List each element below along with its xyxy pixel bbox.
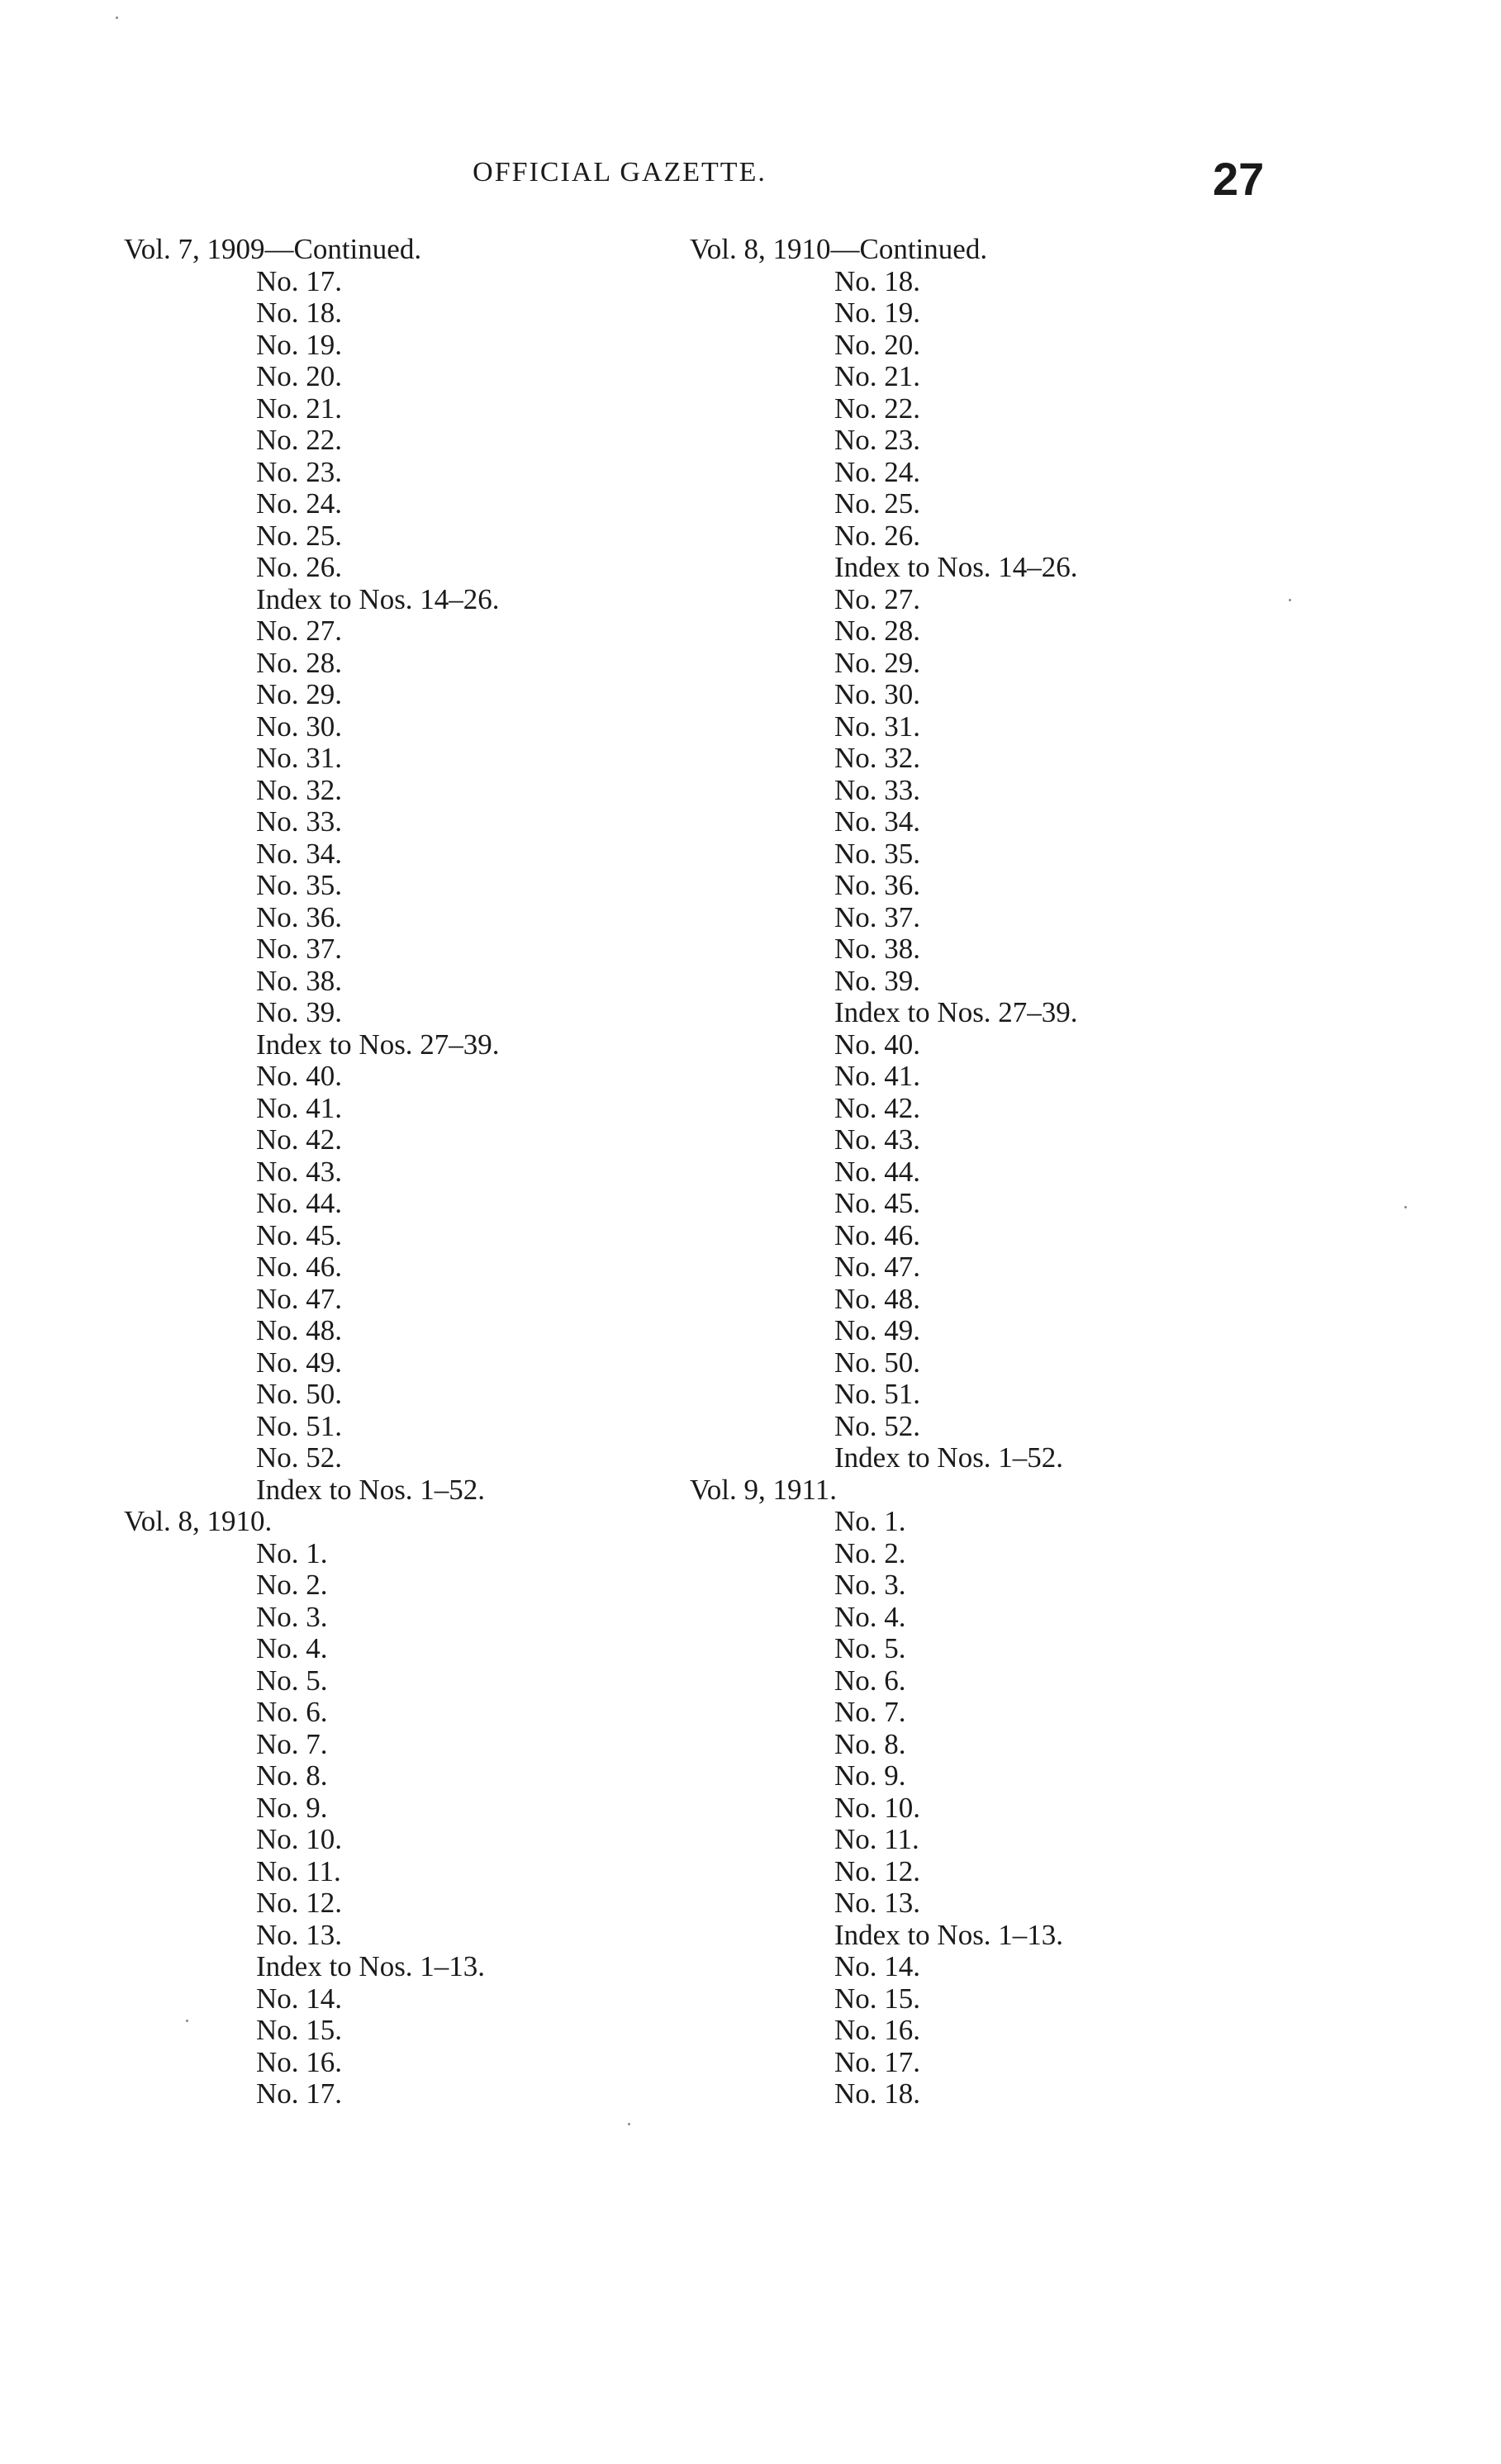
list-item: No. 38. <box>256 964 343 997</box>
list-item: No. 43. <box>256 1155 343 1188</box>
list-item: No. 12. <box>256 1887 343 1919</box>
list-item: No. 23. <box>834 424 921 456</box>
list-item: No. 15. <box>834 1982 921 2015</box>
list-item: No. 51. <box>256 1409 343 1442</box>
list-item: No. 46. <box>256 1251 343 1283</box>
list-item: No. 24. <box>256 487 343 520</box>
list-item: No. 52. <box>256 1441 343 1474</box>
list-item: No. 32. <box>834 742 921 774</box>
list-item: No. 6. <box>256 1696 328 1728</box>
list-item: No. 13. <box>256 1918 343 1951</box>
list-item: No. 33. <box>256 805 343 838</box>
list-item: No. 2. <box>834 1536 906 1569</box>
list-item: No. 28. <box>256 646 343 679</box>
list-item: Index to Nos. 14–26. <box>256 582 500 615</box>
list-item: No. 45. <box>256 1218 343 1251</box>
list-item: No. 20. <box>834 328 921 361</box>
scan-speck <box>1289 599 1291 601</box>
list-item: No. 44. <box>256 1187 343 1219</box>
list-item: No. 35. <box>256 869 343 901</box>
list-item: No. 42. <box>834 1091 921 1124</box>
list-item: No. 30. <box>256 710 343 743</box>
list-item: No. 4. <box>834 1600 906 1633</box>
list-item: No. 7. <box>834 1696 906 1728</box>
list-item: No. 7. <box>256 1727 328 1760</box>
list-item: No. 8. <box>256 1759 328 1792</box>
list-item: No. 44. <box>834 1155 921 1188</box>
list-item: No. 4. <box>256 1632 328 1664</box>
list-item: Index to Nos. 1–52. <box>256 1473 486 1506</box>
list-item: No. 5. <box>834 1632 906 1664</box>
list-item: No. 21. <box>256 392 343 425</box>
list-item: No. 30. <box>834 678 921 710</box>
list-item: No. 14. <box>256 1982 343 2015</box>
list-item: No. 49. <box>256 1346 343 1379</box>
scan-speck <box>628 2123 630 2125</box>
list-item: No. 34. <box>834 805 921 838</box>
page-title: OFFICIAL GAZETTE. <box>473 157 767 188</box>
list-item: No. 9. <box>256 1791 328 1824</box>
list-item: Index to Nos. 27–39. <box>834 996 1078 1028</box>
list-item: No. 42. <box>256 1123 343 1156</box>
list-item: No. 37. <box>256 933 343 965</box>
list-item: No. 10. <box>834 1791 921 1824</box>
list-item: No. 25. <box>834 487 921 520</box>
list-item: No. 15. <box>256 2014 343 2046</box>
list-item: No. 11. <box>256 1854 341 1887</box>
list-item: No. 11. <box>834 1823 919 1855</box>
list-item: No. 48. <box>834 1282 921 1315</box>
list-item: No. 43. <box>834 1123 921 1156</box>
list-item: No. 5. <box>256 1664 328 1697</box>
list-item: No. 29. <box>256 678 343 710</box>
list-item: No. 9. <box>834 1759 906 1792</box>
list-item: No. 50. <box>256 1378 343 1410</box>
list-item: No. 34. <box>256 837 343 870</box>
list-item: No. 36. <box>834 869 921 901</box>
list-item: No. 29. <box>834 646 921 679</box>
list-item: No. 16. <box>256 2045 343 2078</box>
list-item: No. 26. <box>834 519 921 552</box>
list-item: No. 19. <box>256 328 343 361</box>
list-item: No. 14. <box>834 1950 921 1982</box>
list-item: No. 46. <box>834 1218 921 1251</box>
right-column <box>690 234 1078 2110</box>
list-item: No. 17. <box>834 2045 921 2078</box>
list-item: No. 12. <box>834 1854 921 1887</box>
list-item: No. 16. <box>834 2014 921 2046</box>
volume-heading: Vol. 9, 1911. <box>690 1473 837 1506</box>
scan-speck <box>1404 1206 1407 1208</box>
list-item: Index to Nos. 1–13. <box>834 1918 1064 1951</box>
list-item: No. 3. <box>256 1600 328 1633</box>
list-item: No. 35. <box>834 837 921 870</box>
list-item: No. 37. <box>834 900 921 933</box>
list-item: No. 27. <box>834 582 921 615</box>
list-item: Index to Nos. 1–52. <box>834 1441 1064 1474</box>
list-item: No. 38. <box>834 933 921 965</box>
list-item: No. 13. <box>834 1887 921 1919</box>
list-item: No. 50. <box>834 1346 921 1379</box>
list-item: No. 48. <box>256 1314 343 1346</box>
list-item: No. 22. <box>834 392 921 425</box>
list-item: No. 39. <box>256 996 343 1028</box>
list-item: No. 47. <box>256 1282 343 1315</box>
list-item: No. 21. <box>834 360 921 392</box>
list-item: No. 19. <box>834 297 921 329</box>
scan-speck <box>116 17 118 19</box>
list-item: No. 40. <box>834 1028 921 1061</box>
list-item: No. 33. <box>834 773 921 806</box>
volume-heading: Vol. 7, 1909—Continued. <box>124 233 422 265</box>
list-item: No. 26. <box>256 551 343 583</box>
list-item: Index to Nos. 1–13. <box>256 1950 486 1982</box>
list-item: No. 17. <box>256 2077 343 2110</box>
list-item: No. 36. <box>256 900 343 933</box>
list-item: No. 31. <box>834 710 921 743</box>
list-item: No. 24. <box>834 455 921 488</box>
list-item: No. 31. <box>256 742 343 774</box>
page-number: 27 <box>1213 153 1265 205</box>
list-item: No. 1. <box>834 1505 906 1537</box>
list-item: No. 32. <box>256 773 343 806</box>
list-item: No. 51. <box>834 1378 921 1410</box>
list-item: Index to Nos. 27–39. <box>256 1028 500 1061</box>
list-item: No. 18. <box>834 2077 921 2110</box>
list-item: No. 3. <box>834 1569 906 1601</box>
list-item: No. 23. <box>256 455 343 488</box>
list-item: No. 39. <box>834 964 921 997</box>
list-item: No. 45. <box>834 1187 921 1219</box>
list-item: No. 40. <box>256 1060 343 1092</box>
volume-heading: Vol. 8, 1910—Continued. <box>690 233 988 265</box>
list-item: No. 18. <box>256 297 343 329</box>
list-item: No. 17. <box>256 264 343 297</box>
list-item: No. 27. <box>256 615 343 647</box>
list-item: No. 49. <box>834 1314 921 1346</box>
left-column <box>124 234 500 2110</box>
scan-speck <box>186 2020 188 2022</box>
list-item: No. 1. <box>256 1536 328 1569</box>
list-item: No. 20. <box>256 360 343 392</box>
list-item: Index to Nos. 14–26. <box>834 551 1078 583</box>
list-item: No. 8. <box>834 1727 906 1760</box>
list-item: No. 41. <box>834 1060 921 1092</box>
list-item: No. 41. <box>256 1091 343 1124</box>
volume-heading: Vol. 8, 1910. <box>124 1505 273 1537</box>
list-item: No. 28. <box>834 615 921 647</box>
list-item: No. 2. <box>256 1569 328 1601</box>
list-item: No. 25. <box>256 519 343 552</box>
list-item: No. 22. <box>256 424 343 456</box>
list-item: No. 18. <box>834 264 921 297</box>
list-item: No. 10. <box>256 1823 343 1855</box>
list-item: No. 47. <box>834 1251 921 1283</box>
list-item: No. 6. <box>834 1664 906 1697</box>
list-item: No. 52. <box>834 1409 921 1442</box>
